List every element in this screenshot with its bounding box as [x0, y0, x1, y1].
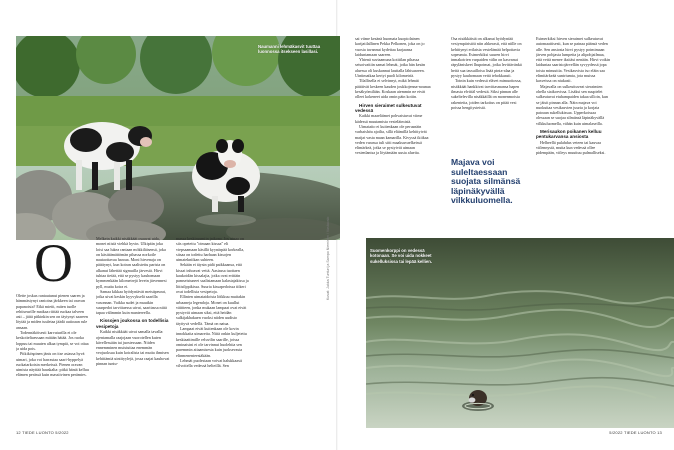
body-paragraph: massa keskiruumiin jatkona. Jos uinaa on siis opetettu "oimaan kissaa" eli viepsaamaan käsillä kyynärpää korkealla, sitsaa on todettu harhaan kissojen uimatekniikan suhteen. [176, 236, 245, 263]
body-paragraph: Olette joskus rantautunut pienen saaren ja hämmästynyt rantoina järkkeen tai oravan papanoista? Eikä mietit, miten tuolle rehtiseurille matkaa riittää ruokaa talveen asti – jäitä pitkinkin sen on täytynyt saareen löytää ja miden tuuletaa jäädä autioaan rule ansaan. [16, 293, 88, 330]
photo-credit: Kuvat: Jukka Tunturi ja Sampo Nieminen / Vastavalo [326, 216, 330, 300]
body-paragraph: Lampaat eivät kuitenkaan ole kovin innokkaita uimareita. Niitä onkin kuljetettu keskiaattimille reluvilin saarille, joissa ominaisini ei ole tarvinnut huolehtia sen paremmin aitaamisesta kuin juoksevasta elinmenenteestäkään. [176, 326, 247, 358]
body-paragraph: Pitkiköspinen jänis on itse asiassa hyvä uimari, joka voi harrastaa saari-hyppelyä ruokatarkoisin merkeissä. Pienen oravan uimista näyttää hauskalta: pitkä häntä kelluu elämen perässä kuin massiivinen perämies. [16, 351, 89, 378]
body-paragraph: Esimerkiksi hirven sieraimet sulkeutuvat automaattisesti, kun se painaa päänsä veden alle. Sen ansiosta hirvi pystyy poimimaan järven pohjasta lumpeita ja alipohjailmaa, että vettä menee iksitäsi nenään. Hirvi voikin laiduntaa saaristojärvellän syvyydessä jopa toista minuuttia. Vesikasvista iso eläin saa elimitärkeää suntriumta, jota muissa kasveissa on niukasti. [536, 36, 610, 84]
section-subheading: Kissojen joukossa on todellisia vesipetoja [96, 318, 169, 329]
water-photo [366, 238, 674, 428]
body-paragraph: Helheellä pulahdus veteen tai kauvaa viilennystä, mutta kun vedessä ollee pidempään, viileys muuttuu pulmalliseksi. [536, 139, 606, 156]
body-paragraph: Majavalla on sulkeuttuveat sieraimien ohella siaikorvissa. Lisäksi sen suupielet sulkeutuvat etuhampaiden takaa silloin, kun se jäisit pinnan alla. Näin majava voi nuokuttaa vesikasvien juuria ja korjata patoaan sukellukissaa. Upperkoissaa olessaan se suojaa silmänsä läpinäkyvällä vilkkuluomella, vähän kuin uimalaseilla. [536, 83, 608, 126]
folio-right: 5/2022 TIEDE LUONTO 13 [609, 430, 662, 435]
cows-photo-caption: Naumanni lehmäkasvit tuuttaa luonnossa itsekseen lasillasi. [258, 44, 321, 55]
text-column-2 [96, 236, 170, 428]
body-paragraph: Melkein kaikki nisäkkäät osaavat uida, monet niistä viehkä hyvin. Ulkipäin joka loisi saa lukea rantaan mökkiläisensä, joka on käsittämättömän pihassa norkoile nautaottavaa haroaa. Moni hirvenaja on päättynyt, kun koiran saalistettu parista on alkanut lähettää sigmuilla järvesiä. Hirvi tuhtaa tietää, että se pystyy kauhomaan kymmenkään kilometrejä levein järvennesi pyll, mutta koira ei. [96, 236, 167, 289]
cows-photo [16, 36, 340, 240]
text-column-4 [355, 36, 431, 236]
water-photo-caption: Suomenkorppi on vedessä kotonaan. Se voi uida nokkeet sukelluksissa tai lepää kellien. [370, 248, 433, 264]
text-column-3 [176, 236, 250, 428]
body-paragraph: Todennäköisesti karvaturilla ei ole keskoiteltaessaan mitään hätää. Jos ruoka loppuu tai muuten alkaa tympiä, se voi ottaa ja uida pois. [16, 330, 89, 351]
body-paragraph: Yhtenä suviaamuna kotitilan pihassa seisoivattiin samat lehmät, jotka hän kesän aluessa oli kuskannut lauttalla lähisaareen. Uintimatkaa kertyi puoli kilometriä. [355, 57, 426, 79]
cows-photo-illustration [16, 36, 340, 240]
body-paragraph: Uimataito ei kuitenkaan ole perusnäin varhaishöa ajoilta, sillä eläimillä kehittyivät maijat vasta maan kamarilla. Kivyssä ikiikaa veden varassa tuli sitti maaksuvaelkeissä elimärkeä, jotka se pystyivät uimaan vesienlantsa ja löytämään uusia alueita. [355, 123, 429, 156]
body-paragraph: Osa nisäkkäistä on alkanut hyödyntää vesiympäristöä niin ahkerasti, että niille on kehittynyt erilaisia vesielämää helpottavia sopeumia. Esimerkiksi suuren hirvi inmakoirien varpaiden välin on kasvanut räpyläniskeet lhupoimat, jotka levittävänkä heitä sua tassuilloisa lisää pinta-alaa ja pystyy kauhomaan vettä tehokkaasti. [451, 36, 522, 79]
body-paragraph: Sekään ei täysin pidä paikkaansa, että kissat inhoavat vettä. Aasiassa tuottaen kaukoidän kissalajia, jotka ovat erittäin pamseistuneet saalistamaan kalastajakissa ja littisilppikissa. Suuria kissapedoissa tiikeri ovat todellisia vesipetoja. [176, 262, 249, 294]
body-paragraph: Toinin kuin vedessä elävet mimuottossa, nisäkkäät hankkivat tarvittasmansa hapen ilmasta elvittäl vedestä. Siksi pinnan alle sukeltelevilla nisäkkäillä on monenmoisia rakenteita, joiden tarkoitus on pitää vesi poissa hengitysteistä. [451, 78, 522, 110]
section-subheading: Merisaukon poikanen kelluu pentukarvansa ansiosta [536, 129, 602, 140]
body-paragraph: Tilallisella ei selvinnyt, mikä lehmät päättivät keskeen kauden joukkojenna-nounaa kesäkyömilään. Koskaan aiemmin ne eivät olleet kokeneet uida omin päin kotiin. [355, 78, 431, 100]
body-paragraph: sai viime kesänä huomata kuopiolainen kartjatilallinen Pekka Pelkonen, joka on jo vuosia tavannut kydettaa karjaansa laiduntamaan saareen. [355, 36, 425, 57]
body-paragraph: Lehmät puolestaan voivat halukkaasti vilvoitella vedessä helteillä. Sen [176, 357, 242, 369]
body-paragraph: Kaikki nisäkkäät uivat samalla tavalla: ojentamalla raajojaan vuorotellen kuten kävellessään tai juostessaan. Niiden ennemminen muistuttaa enemmän veojuoksua kuin koiralista tai mutta ihmisen kehittämiä uintityylejä, jossa raajat kauhovat pinnan tuntu- [96, 329, 170, 367]
text-column-1 [16, 293, 90, 428]
water-photo-illustration [366, 238, 674, 428]
pull-quote: Majava voi suleltaessaan suojata silmänsä läpinäkyvällä vilkkuluomella. [451, 157, 521, 206]
body-paragraph: Samaa kikkaa hyödyntävät metsäpeurat, jotka uivat keskin kyyvykselä saarilla vasonnan. Vaikka sudet ja muutkin suurpedot tarvittaessa uivat, saaritassa niitä tapaa välimmin kuin mantereella. [96, 288, 167, 316]
text-column-5 [451, 36, 525, 154]
section-subheading: Hirven sieraimet sulkeutuvat vedessä [355, 102, 422, 113]
body-paragraph: Kaikki maaeläimet pohvaistuvat viime kädessä muutamista vesieläimistä. [355, 113, 423, 124]
text-column-6 [536, 36, 610, 236]
folio-left: 12 TIEDE LUONTO 5/2022 [16, 430, 69, 435]
drop-cap: O [34, 233, 73, 293]
body-paragraph: Ellinten uimataidoista löikkuu muitakin urbaaneja legendoja. Monet on kuullut väittteen, jonka mukaan lampaat ovat eivät pystyvät uimaan siksi, että heidän sulkijakhakuen vuoksi niiden uudisto täyttyvä vedellä. Tämä on natua. [176, 294, 247, 326]
